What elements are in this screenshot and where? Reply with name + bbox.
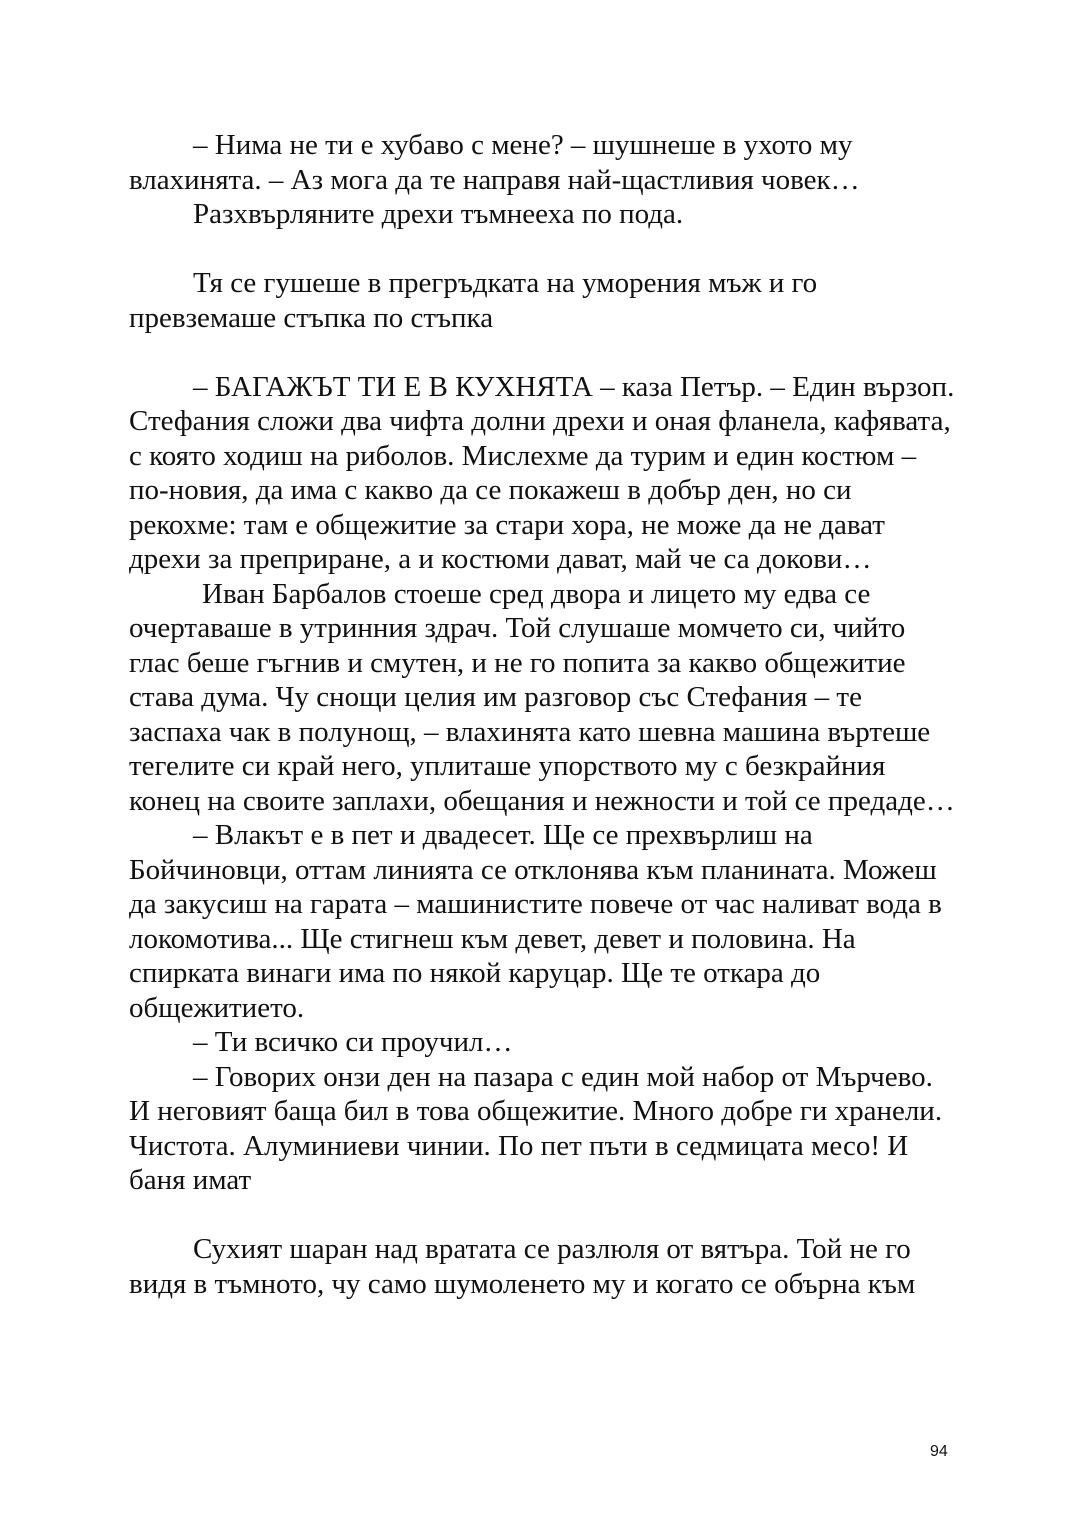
paragraph-train: – Влакът е в пет и двадесет. Ще се прехвърлиш на Бойчиновци, оттам линията се отклонява към планината. Можеш да закусиш на гарата – машинистите повече от час наливат вода в локомотива... Ще стигнеш към девет, девет и половина. На спирката винаги има по някой каруцар. Ще те откара до общежитието. [129,819,942,1024]
paragraph-ivan-barbalov: Иван Барбалов стоеше сред двора и лицето му едва се очертаваше в утринния здрач. Той слушаше момчето си, чийто глас беше гъгнив и смутен, и не го попита за какво общежитие става дума. Чу снощи целия им разговор със Стефания – те заспаха чак в полунощ, – влахинята като шевна машина въртеше тегелите си край него, уплиташе упорството му с безкрайния конец на своите заплахи, обещания и нежности и той се предаде… [129,577,955,817]
paragraph-embrace: Тя се гушеше в прегръдката на уморения мъж и го превземаше стъпка по стъпка [129,267,818,334]
paragraph-petar-luggage: – БАГАЖЪТ ТИ Е В КУХНЯТА – каза Петър. – Един вързоп. Стефания сложи два чифта долни дрехи и оная фланела, кафявата, с която ходиш на риболов. Мислехме да турим и един костюм – по-новия, да има с какво да се покажеш в добър ден, но си рекохме: там е общежитие за стари хора, не може да не дават дрехи за преприране, а и костюми дават, май че са докови… [129,370,955,575]
paragraph-dried-carp: Сухият шаран над вратата се разлюля от вятъра. Той не го видя в тъмното, чу само шумоленето му и когато се обърна към [129,1233,916,1300]
paragraph-you-researched: – Ти всичко си проучил… [193,1026,513,1058]
body-text [129,128,959,1301]
page-number: 94 [930,1443,948,1460]
paragraph-dialogue-1: – Нима не ти е хубаво с мене? – шушнеше в ухото му влахинята. – Аз мога да те направя най-щастливия човек… [129,129,860,196]
section-break [129,1198,959,1233]
section-break [129,335,959,370]
paragraph-market-talk: – Говорих онзи ден на пазара с един мой набор от Мърчево. И неговият баща бил в това общежитие. Много добре ги хранели. Чистота. Алуминиеви чинии. По пет пъти в седмицата месо! И баня имат [129,1060,943,1196]
section-break [129,232,959,267]
paragraph-scattered-clothes: Разхвърляните дрехи тъмнееха по пода. [193,198,684,230]
